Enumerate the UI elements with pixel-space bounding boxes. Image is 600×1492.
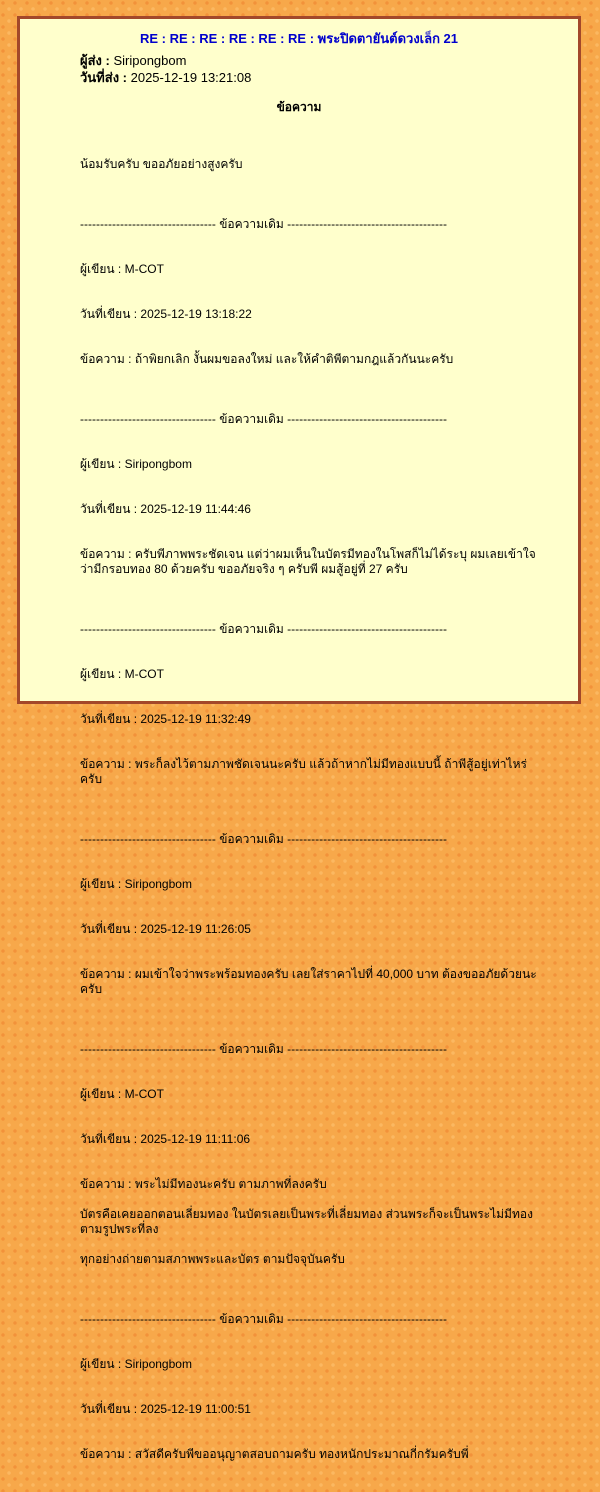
separator: ---------------------------------- ข้อความเดิม ----------------------------------------: [80, 1042, 448, 1056]
date-row: [80, 67, 251, 88]
quote-date: วันที่เขียน : 2025-12-19 11:44:46: [80, 502, 251, 516]
quote-text: ข้อความ : พระไม่มีทองนะครับ ตามภาพที่ลงครับ บัตรคือเคยออกตอนเลี่ยมทอง ในบัตรเลยเป็นพระที่เลี่ยมทอง ส่วนพระก็จะเป็นพระไม่มีทองตามรูปพระที่ลง ทุกอย่างถ่ายตามสภาพพระและบัตร ตามปัจจุบันครับ: [80, 1177, 533, 1266]
quote-date: วันที่เขียน : 2025-12-19 13:18:22: [80, 307, 252, 321]
message-body: [80, 127, 540, 1492]
quote-text: ข้อความ : ครับพีภาพพระชัดเจน แต่ว่าผมเห็นในบัตรมีทองในโพสก็ไม่ได้ระบุ ผมเลยเข้าใจว่ามีกรอบทอง 80 ด้วยครับ ขออภัยจริง ๆ ครับพี ผมสู้อยู่ที่ 27 ครับ: [80, 547, 536, 576]
quote-date: วันที่เขียน : 2025-12-19 11:00:51: [80, 1402, 251, 1416]
separator: ---------------------------------- ข้อความเดิม ----------------------------------------: [80, 1312, 448, 1326]
quote-date: วันที่เขียน : 2025-12-19 11:26:05: [80, 922, 251, 936]
quote-text: ข้อความ : สวัสดีครับพีขออนุญาตสอบถามครับ ทองหนักประมาณกี่กรัมครับพี่: [80, 1447, 469, 1461]
sent-date: 2025-12-19 13:21:08: [130, 70, 252, 85]
quote-author: ผู้เขียน : M-COT: [80, 667, 164, 681]
date-label: วันที่ส่ง :: [80, 70, 127, 85]
quote-date: วันที่เขียน : 2025-12-19 11:32:49: [80, 712, 251, 726]
quote-author: ผู้เขียน : Siripongbom: [80, 1357, 192, 1371]
quote-date: วันที่เขียน : 2025-12-19 11:11:06: [80, 1132, 251, 1146]
quote-author: ผู้เขียน : M-COT: [80, 262, 164, 276]
quote-text: ข้อความ : พระก็ลงไว้ตามภาพชัดเจนนะครับ แล้วถ้าหากไม่มีทองแบบนี้ ถ้าพีสู้อยู่เท่าไหร่ครับ: [80, 757, 527, 786]
separator: ---------------------------------- ข้อความเดิม ----------------------------------------: [80, 622, 448, 636]
message-frame: [17, 16, 581, 1461]
separator: ---------------------------------- ข้อความเดิม ----------------------------------------: [80, 412, 448, 426]
intro-text: น้อมรับครับ ขออภัยอย่างสูงครับ: [80, 157, 243, 171]
quote-author: ผู้เขียน : M-COT: [80, 1087, 164, 1101]
quote-text: ข้อความ : ถ้าพิยกเลิก งั้นผมขอลงใหม่ และให้คำติพีตามกฎแล้วกันนะครับ: [80, 352, 454, 366]
message-title: RE : RE : RE : RE : RE : RE : พระปิดตายันต์ดวงเล็ก 21: [139, 31, 459, 46]
quote-author: ผู้เขียน : Siripongbom: [80, 457, 192, 471]
quote-text: ข้อความ : ผมเข้าใจว่าพระพร้อมทองครับ เลยใส่ราคาไปที่ 40,000 บาท ต้องขออภัยด้วยนะครับ: [80, 967, 537, 996]
sender-name: Siripongbom: [113, 53, 187, 68]
separator: ---------------------------------- ข้อความเดิม ----------------------------------------: [80, 832, 448, 846]
section-heading: ข้อความ: [276, 100, 322, 114]
sender-label: ผู้ส่ง :: [80, 53, 110, 68]
separator: ---------------------------------- ข้อความเดิม ----------------------------------------: [80, 217, 448, 231]
quote-author: ผู้เขียน : Siripongbom: [80, 877, 192, 891]
